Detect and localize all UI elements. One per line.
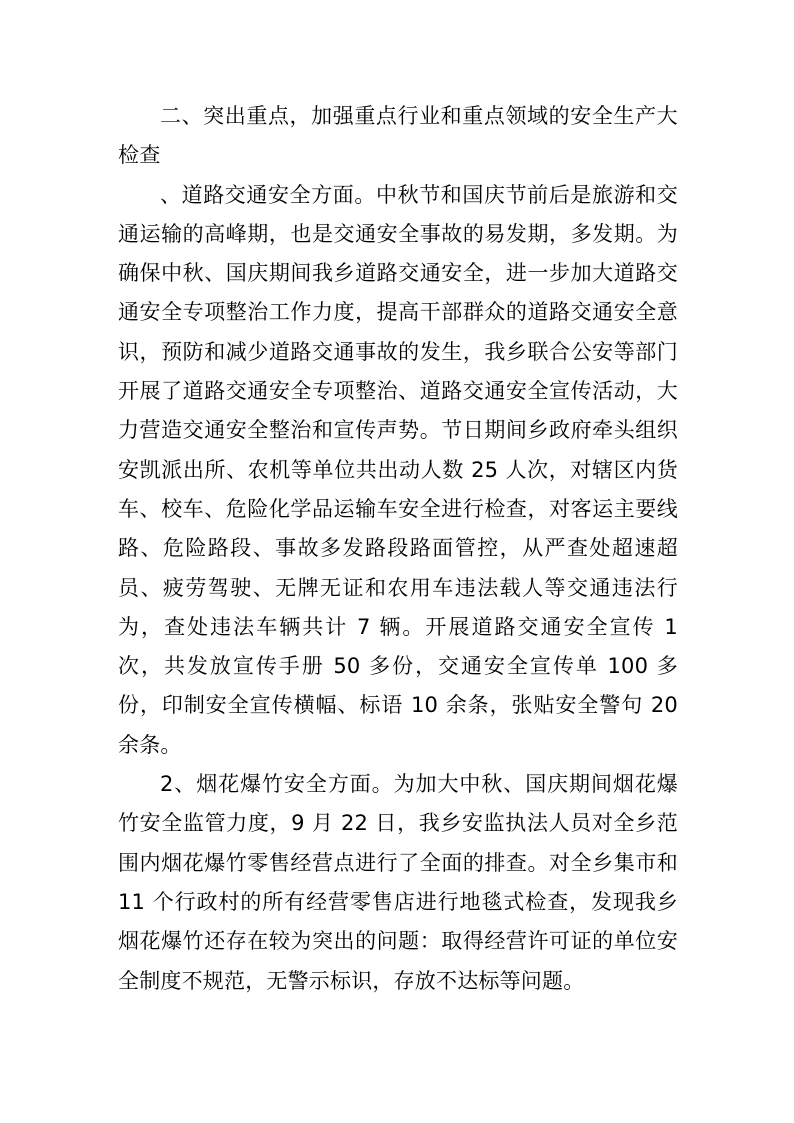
section-heading: 二、突出重点，加强重点行业和重点领域的安全生产大检查 (118, 104, 678, 168)
paragraph-fireworks-safety: 2、烟花爆竹安全方面。为加大中秋、国庆期间烟花爆竹安全监管力度，9 月 22 日，我乡安监执法人员对全乡范围内烟花爆竹零售经营点进行了全面的排查。对全乡集市和 11 个行政村的所有经营零售店进行地毯式检查，发现我乡烟花爆竹还存在较为突出的问题：取得经营许可证的单位安全制度不规范，无警示标识，存放不达标等问题。 (118, 772, 678, 993)
document-body (118, 97, 678, 1001)
paragraph-road-traffic-safety: 、道路交通安全方面。中秋节和国庆节前后是旅游和交通运输的高峰期，也是交通安全事故的易发期，多发期。为确保中秋、国庆期间我乡道路交通安全，进一步加大道路交通安全专项整治工作力度，提高干部群众的道路交通安全意识，预防和减少道路交通事故的发生，我乡联合公安等部门开展了道路交通安全专项整治、道路交通安全宣传活动，大力营造交通安全整治和宣传声势。节日期间乡政府牵头组织安凯派出所、农机等单位共出动人数 25 人次，对辖区内货车、校车、危险化学品运输车安全进行检查，对客运主要线路、危险路段、事故多发路段路面管控，从严查处超速超员、疲劳驾驶、无牌无证和农用车违法载人等交通违法行为，查处违法车辆共计 7 辆。开展道路交通安全宣传 1 次，共发放宣传手册 50 多份，交通安全宣传单 100 多份，印制安全宣传横幅、标语 10 余条，张贴安全警句 20 余条。 (118, 182, 678, 757)
